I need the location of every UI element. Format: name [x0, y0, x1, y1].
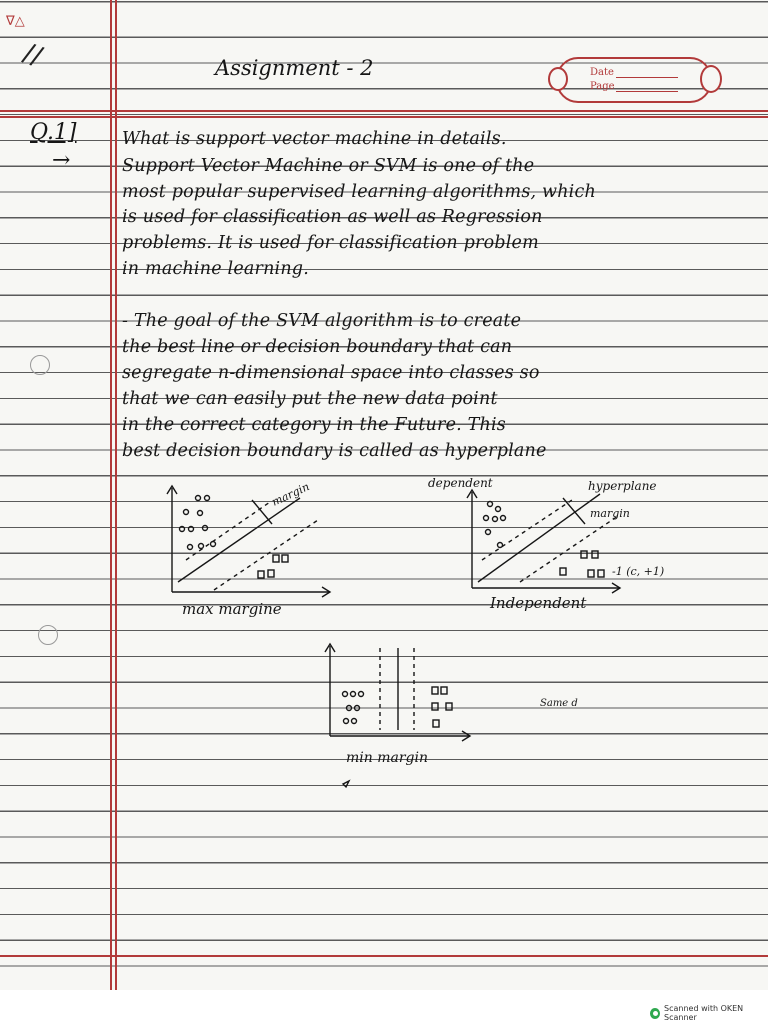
square-point: [560, 568, 566, 575]
fig2-x-label: Independent: [490, 594, 587, 612]
fig1-margin-label: margin: [269, 480, 312, 509]
circle-point: [196, 496, 201, 501]
circle-point: [180, 527, 185, 532]
square-point: [432, 703, 438, 710]
fig2-hyperplane-label: hyperplane: [588, 479, 657, 493]
square-point: [446, 703, 452, 710]
fig3-caption: min margin: [346, 750, 428, 766]
circle-point: [488, 502, 493, 507]
figure-hyperplane: [467, 490, 620, 593]
fig2-y-label: dependent: [428, 476, 493, 490]
square-point: [282, 555, 288, 562]
circle-point: [205, 496, 210, 501]
circle-point: [352, 719, 357, 724]
page-label: Page: [590, 81, 615, 92]
circle-point: [486, 530, 491, 535]
fig2-point-label: -1 (c, +1): [612, 565, 665, 578]
square-point: [592, 551, 598, 558]
fig2-margin-label: margin: [590, 507, 630, 520]
circle-point: [484, 516, 489, 521]
margin-marker: [563, 498, 585, 524]
circle-point: [496, 507, 501, 512]
answer-line: that we can easily put the new data point: [122, 389, 498, 409]
answer-line: is used for classification as well as Regression: [122, 207, 543, 227]
circle-point: [351, 692, 356, 697]
scanner-watermark: [650, 1006, 768, 1020]
circle-point: [344, 719, 349, 724]
corner-scribble-icon: ∇△: [6, 14, 25, 29]
fig1-caption: max margine: [182, 600, 282, 618]
question-number: Q.1]: [30, 120, 77, 145]
pen-tick-icon: [343, 781, 349, 787]
circle-point: [501, 516, 506, 521]
answer-line: in machine learning.: [122, 259, 309, 279]
scanner-text: Scanned with OKEN Scanner: [664, 1004, 744, 1022]
scanner-logo-icon: [650, 1008, 660, 1019]
circle-point: [359, 692, 364, 697]
answer-line: in the correct category in the Future. This: [122, 415, 506, 435]
assignment-title: Assignment - 2: [215, 56, 374, 80]
answer-line: segregate n-dimensional space into classes so: [122, 363, 540, 383]
figure-max-margin: [167, 486, 330, 597]
circle-point: [203, 526, 208, 531]
circle-point: [184, 510, 189, 515]
square-point: [268, 570, 274, 577]
circle-point: [347, 706, 352, 711]
date-label: Date: [590, 67, 614, 78]
circle-point: [493, 517, 498, 522]
square-point: [441, 687, 447, 694]
answer-line: Support Vector Machine or SVM is one of the: [122, 156, 535, 176]
circle-point: [211, 542, 216, 547]
arrow-icon: →: [52, 148, 71, 173]
margin-line: [214, 520, 318, 590]
answer-line: the best line or decision boundary that can: [122, 337, 513, 357]
circle-point: [498, 543, 503, 548]
answer-line: problems. It is used for classification problem: [122, 233, 539, 253]
answer-line: - The goal of the SVM algorithm is to create: [122, 311, 522, 331]
square-point: [598, 570, 604, 577]
square-point: [432, 687, 438, 694]
fig3-side-note: Same d: [540, 698, 578, 709]
margin-marker: [252, 500, 272, 524]
circle-point: [199, 544, 204, 549]
circle-point: [189, 527, 194, 532]
answer-line: most popular supervised learning algorithms, which: [122, 182, 596, 202]
square-point: [581, 551, 587, 558]
answer-line: What is support vector machine in details.: [122, 129, 507, 149]
square-point: [273, 555, 279, 562]
square-point: [588, 570, 594, 577]
circle-point: [355, 706, 360, 711]
margin-line: [520, 516, 618, 582]
square-point: [433, 720, 439, 727]
margin-slash-icon: //: [19, 37, 47, 73]
circle-point: [198, 511, 203, 516]
circle-point: [188, 545, 193, 550]
answer-line: best decision boundary is called as hyperplane: [122, 441, 547, 461]
square-point: [258, 571, 264, 578]
circle-point: [343, 692, 348, 697]
hyperplane-line: [178, 498, 300, 582]
